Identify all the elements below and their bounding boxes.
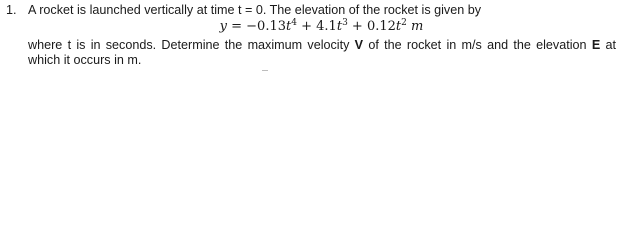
eq-unit: m	[406, 19, 424, 34]
elevation-symbol: E	[591, 38, 601, 52]
problem-intro: A rocket is launched vertically at time t = 0. The elevation of the rocket is given by	[28, 3, 482, 17]
eq-term2-coef: 4.1	[316, 19, 337, 34]
eq-term3-var: t	[395, 19, 402, 34]
problem-number: 1.	[6, 3, 17, 17]
eq-term2-exp: 3	[342, 18, 348, 28]
eq-term1-exp: 4	[291, 18, 297, 28]
eq-term1-coef: −0.13	[246, 19, 286, 34]
eq-term3-coef: 0.12	[366, 19, 396, 34]
eq-term2-var: t	[336, 19, 343, 34]
problem-statement	[0, 0, 629, 76]
question-part1: where t is in seconds. Determine the maximum velocity	[28, 38, 355, 52]
problem-question	[28, 38, 616, 68]
elevation-equation	[0, 18, 629, 35]
eq-term3-exp: 2	[401, 18, 407, 28]
eq-term1-var: t	[286, 19, 292, 34]
eq-plus1: +	[296, 19, 317, 34]
eq-equals: =	[226, 19, 247, 34]
question-part3: at which it occurs in m.	[28, 38, 616, 67]
eq-plus2: +	[347, 19, 367, 34]
stray-mark	[262, 70, 268, 71]
question-part2: of the rocket in m/s and the elevation	[363, 38, 592, 52]
eq-lhs: y	[219, 19, 227, 34]
velocity-symbol: V	[354, 38, 364, 52]
